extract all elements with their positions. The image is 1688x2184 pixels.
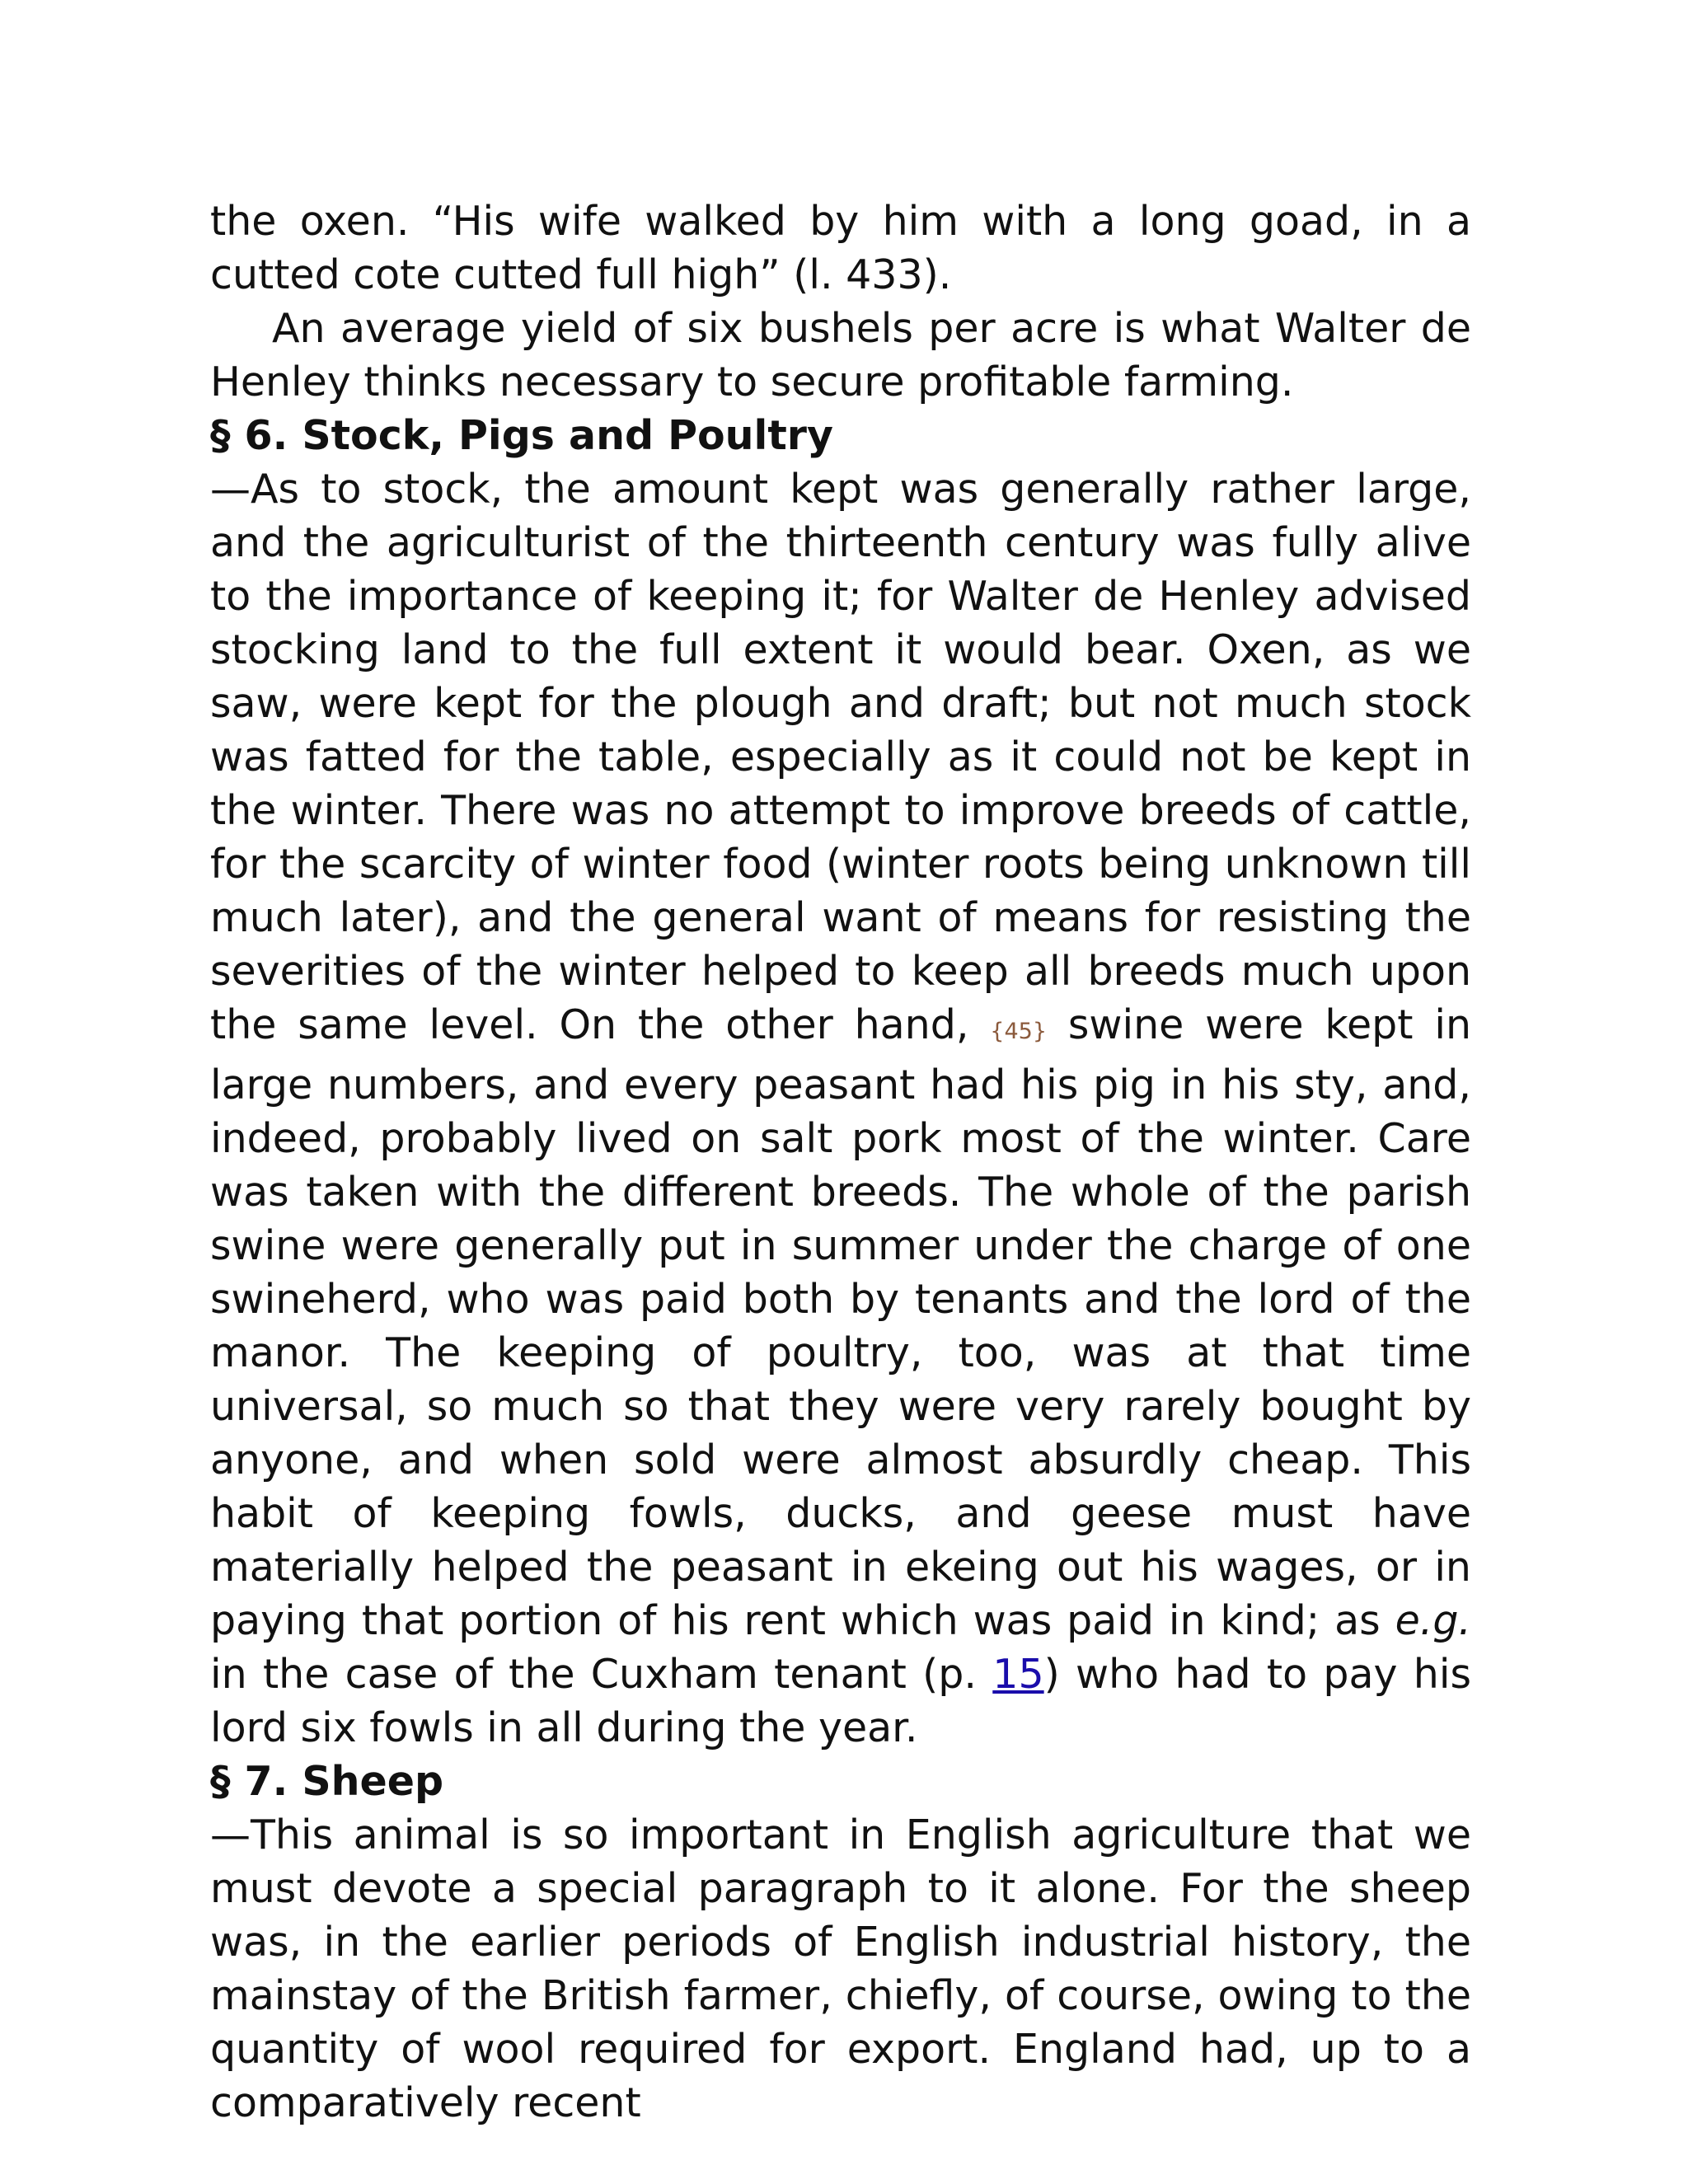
section-heading-stock: § 6. Stock, Pigs and Poultry (210, 412, 833, 459)
stock-text-a: —As to stock, the amount kept was generally rather large, and the agriculturist of the thirteenth century was fully alive to the importance of keeping it; for Walter de Henley advised stocking land to the full extent it would bear. Oxen, as we saw, were kept for the plough and draft; but not much stock was fatted for the table, especially as it could not be kept in the winter. There was no attempt to improve breeds of cattle, for the scarcity of winter food (winter roots being unknown till much later), and the general want of means for resisting the severities of the winter helped to keep all breeds much upon the same level. On the other hand, (210, 466, 1471, 1048)
page-marker: {45} (990, 1019, 1047, 1044)
paragraph-yield: An average yield of six bushels per acre is what Walter de Henley thinks necessary to secure profitable farming. (210, 305, 1471, 405)
paragraph-sheep: —This animal is so important in English agriculture that we must devote a special paragraph to it alone. For the sheep was, in the earlier periods of English industrial history, the mainstay of the British farmer, chiefly, of course, owing to the quantity of wool required for export. England had, up to a comparatively recent (210, 1811, 1471, 2126)
document-page (210, 194, 1471, 2130)
stock-text-c: in the case of the Cuxham tenant (p. (210, 1651, 977, 1698)
page-reference-link[interactable]: 15 (992, 1651, 1044, 1698)
paragraph-oxen: the oxen. “His wife walked by him with a long goad, in a cutted cote cutted full high” (l. 433). (210, 198, 1471, 298)
section-heading-sheep: § 7. Sheep (210, 1758, 444, 1805)
stock-text-b: swine were kept in large numbers, and every peasant had his pig in his sty, and, indeed, probably lived on salt pork most of the winter. Care was taken with the different breeds. The whole of the parish swine were generally put in summer under the charge of one swineherd, who was paid both by tenants and the lord of the manor. The keeping of poultry, too, was at that time universal, so much so that they were very rarely bought by anyone, and when sold were almost absurdly cheap. This habit of keeping fowls, ducks, and geese must have materially helped the peasant in ekeing out his wages, or in paying that portion of his rent which was paid in kind; as (210, 1001, 1472, 1644)
stock-text-d: ) who had to pay his lord six fowls in all during the year. (210, 1651, 1471, 1751)
eg-abbrev: e.g. (1395, 1597, 1471, 1644)
paragraph-stock (210, 462, 1471, 1755)
